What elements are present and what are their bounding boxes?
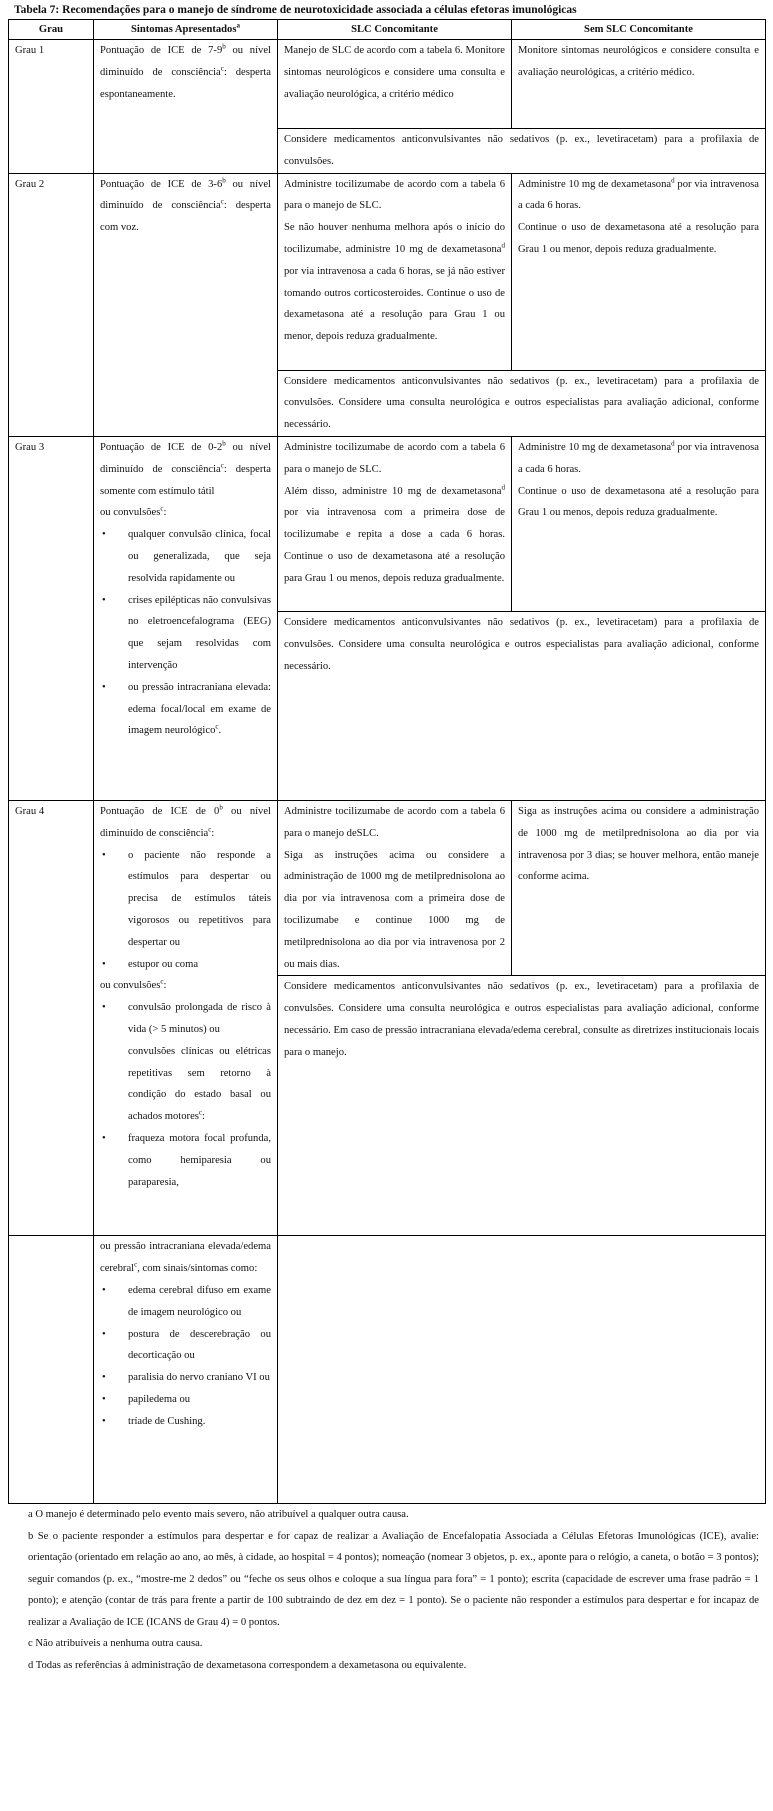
footnote-b: b Se o paciente responder a estímulos para despertar e for capaz de realizar a Avaliação de Encefalopatia Associada a Células Efetoras Imunológicas (ICE), avalie: orientação (orientado em relação ao ano, ao mês, à cidade, ao hospital = 4 pontos); nomeação (nomear 3 objetos, p. ex., aponte para o relógio, a caneta, o botão = 3 pontos); seguir comandos (p. ex., “mostre-me 2 dedos” ou “feche os seus olhos e coloque a sua língua para fora” = 1 ponto); escrita (capacidade de escrever uma frase padrão = 1 ponto); e atenção (contar de trás para frente a partir de 100 subtraindo de dez em dez = 1 ponto). Se o paciente não responder a estímulos para despertar e for incapaz de realizar a Avaliação de ICE (ICANS de Grau 4) = 0 pontos. [28, 1530, 759, 1628]
grade-2-no-crs: Administre 10 mg de dexametasona$^d$ por via intravenosa a cada 6 horas. Continue o uso de dexametasona até a resolução para Grau 1 ou menor, depois reduza gradualmente. [512, 173, 766, 370]
list-item: • estupor ou coma [128, 954, 271, 976]
header-crs: SLC Concomitante [278, 20, 512, 40]
grade-4-symptoms: Pontuação de ICE de 0$^b$ ou nível diminuído de consciência$^c$: • o paciente não responde a estímulos para despertar ou precisa de estímulos táteis vigorosos ou repetitivos para despertar ou • estupor ou coma ou convulsões$^c$: • convulsão prolongada de risco à vida (> 5 minutos) ou convulsões clínicas ou elétricas repetitivas sem retorno à condição do estado basal ou achados motores$^c$: • fraqueza motora focal profunda, como hemiparesia ou paraparesia, [94, 800, 278, 1235]
header-no-crs: Sem SLC Concomitante [512, 20, 766, 40]
list-item: • edema cerebral difuso em exame de imagem neurológico ou [128, 1280, 271, 1324]
header-symptoms: Sintomas Apresentados$^a$ [94, 20, 278, 40]
grade-4-anticonvulsant: Considere medicamentos anticonvulsivantes não sedativos (p. ex., levetiracetam) para a profilaxia de convulsões. Considere uma consulta neurológica e outros especialistas para avaliação adicional, conforme necessário. Em caso de pressão intracraniana elevada/edema cerebral, consulte as diretrizes institucionais locais para o manejo. [278, 976, 766, 1236]
grade-1-no-crs: Monitore sintomas neurológicos e considere consulta e avaliação neurológicas, a critério médico. [512, 40, 766, 129]
grade-3-symptom-list [100, 524, 271, 742]
list-item: • paralisia do nervo craniano VI ou [128, 1367, 271, 1389]
footnote-d: d Todas as referências à administração de dexametasona correspondem a dexametasona ou equivalente. [28, 1659, 467, 1671]
document [8, 3, 765, 1676]
grade-4-continued-blank [9, 1236, 94, 1504]
grade-4-crs: Administre tocilizumabe de acordo com a tabela 6 para o manejo deSLC. Siga as instruções acima ou considere a administração de 1000 mg de metilprednisolona ao dia por via intravenosa com a primeira dose de tocilizumabe e continue 1000 mg de metilprednisolona ao dia por via intravenosa por 2 ou mais dias. [278, 800, 512, 975]
grade-4-icp-list [100, 1280, 271, 1433]
grade-4-continued-empty [278, 1236, 766, 1504]
table-row [9, 800, 766, 975]
list-item: • tríade de Cushing. [128, 1411, 271, 1433]
list-item: • fraqueza motora focal profunda, como hemiparesia ou paraparesia, [128, 1128, 271, 1193]
table-title: Tabela 7: Recomendações para o manejo de síndrome de neurotoxicidade associada a células efetoras imunológicas [14, 4, 577, 16]
grade-2-label: Grau 2 [9, 173, 94, 436]
list-item: • papiledema ou [128, 1389, 271, 1411]
footnotes [8, 1504, 765, 1676]
list-item: • o paciente não responde a estímulos para despertar ou precisa de estímulos táteis vigorosos ou repetitivos para despertar ou [128, 845, 271, 954]
table-row [9, 1236, 766, 1504]
grade-4-symptoms-continued: ou pressão intracraniana elevada/edema cerebral$^c$, com sinais/sintomas como: • edema cerebral difuso em exame de imagem neurológico ou • postura de descerebração ou decorticação ou • paralisia do nervo craniano VI ou • papiledema ou • tríade de Cushing. [94, 1236, 278, 1504]
footnote-a: a O manejo é determinado pelo evento mais severo, não atribuível a qualquer outra causa. [28, 1509, 409, 1521]
list-item: • qualquer convulsão clínica, focal ou generalizada, que seja resolvida rapidamente ou [128, 524, 271, 589]
grade-3-label: Grau 3 [9, 436, 94, 800]
header-row [9, 20, 766, 40]
footnote-c: c Não atribuíveis a nenhuma outra causa. [28, 1638, 203, 1650]
list-item: • ou pressão intracraniana elevada: edema focal/local em exame de imagem neurológico$^c$. [128, 677, 271, 742]
table-row [9, 436, 766, 611]
table-row [9, 40, 766, 129]
grade-3-no-crs: Administre 10 mg de dexametasona$^d$ por via intravenosa a cada 6 horas. Continue o uso de dexametasona até a resolução para Grau 1 ou menos, depois reduza gradualmente. [512, 436, 766, 611]
grade-1-anticonvulsant: Considere medicamentos anticonvulsivantes não sedativos (p. ex., levetiracetam) para a profilaxia de convulsões. [278, 129, 766, 174]
grade-3-symptoms: Pontuação de ICE de 0-2$^b$ ou nível diminuído de consciência$^c$: desperta somente com estímulo tátil ou convulsões$^c$: • qualquer convulsão clínica, focal ou generalizada, que seja resolvida rapidamente ou • crises epilépticas não convulsivas no eletroencefalograma (EEG) que sejam resolvidas com intervenção • ou pressão intracraniana elevada: edema focal/local em exame de imagem neurológico$^c$. [94, 436, 278, 800]
header-grade: Grau [9, 20, 94, 40]
grade-2-anticonvulsant: Considere medicamentos anticonvulsivantes não sedativos (p. ex., levetiracetam) para a profilaxia de convulsões. Considere uma consulta neurológica e outros especialistas para avaliação adicional, conforme necessário. [278, 370, 766, 436]
list-item: • crises epilépticas não convulsivas no eletroencefalograma (EEG) que sejam resolvidas com intervenção [128, 590, 271, 677]
grade-4-label: Grau 4 [9, 800, 94, 1235]
list-item: • convulsão prolongada de risco à vida (> 5 minutos) ou convulsões clínicas ou elétricas repetitivas sem retorno à condição do estado basal ou achados motores$^c$: [128, 997, 271, 1128]
grade-2-crs: Administre tocilizumabe de acordo com a tabela 6 para o manejo de SLC. Se não houver nenhuma melhora após o início do tocilizumabe, administre 10 mg de dexametasona$^d$ por via intravenosa a cada 6 horas, se já não estiver tomando outros corticosteroides. Continue o uso de dexametasona até a resolução para Grau 1 ou menor, depois reduza gradualmente. [278, 173, 512, 370]
grade-1-label: Grau 1 [9, 40, 94, 174]
icans-table [8, 19, 766, 1504]
grade-3-crs: Administre tocilizumabe de acordo com a tabela 6 para o manejo de SLC. Além disso, administre 10 mg de dexametasona$^d$ por via intravenosa com a primeira dose de tocilizumabe e repita a dose a cada 6 horas. Continue o uso de dexametasona até a resolução para Grau 1 ou menos, depois reduza gradualmente. [278, 436, 512, 611]
grade-1-crs: Manejo de SLC de acordo com a tabela 6. Monitore sintomas neurológicos e considere uma consulta e avaliação neurológica, a critério médico [278, 40, 512, 129]
grade-3-anticonvulsant: Considere medicamentos anticonvulsivantes não sedativos (p. ex., levetiracetam) para a profilaxia de convulsões. Considere uma consulta neurológica e outros especialistas para avaliação adicional, conforme necessário. [278, 611, 766, 800]
grade-1-symptoms: Pontuação de ICE de 7-9$^b$ ou nível diminuído de consciência$^c$: desperta espontaneamente. [94, 40, 278, 174]
grade-4-seizure-list [100, 997, 271, 1193]
grade-4-consciousness-list [100, 845, 271, 976]
grade-4-no-crs: Siga as instruções acima ou considere a administração de 1000 mg de metilprednisolona ao dia por via intravenosa por 3 dias; se houver melhora, então maneje conforme acima. [512, 800, 766, 975]
table-row [9, 173, 766, 370]
grade-2-symptoms: Pontuação de ICE de 3-6$^b$ ou nível diminuído de consciência$^c$: desperta com voz. [94, 173, 278, 436]
list-item: • postura de descerebração ou decorticação ou [128, 1324, 271, 1368]
